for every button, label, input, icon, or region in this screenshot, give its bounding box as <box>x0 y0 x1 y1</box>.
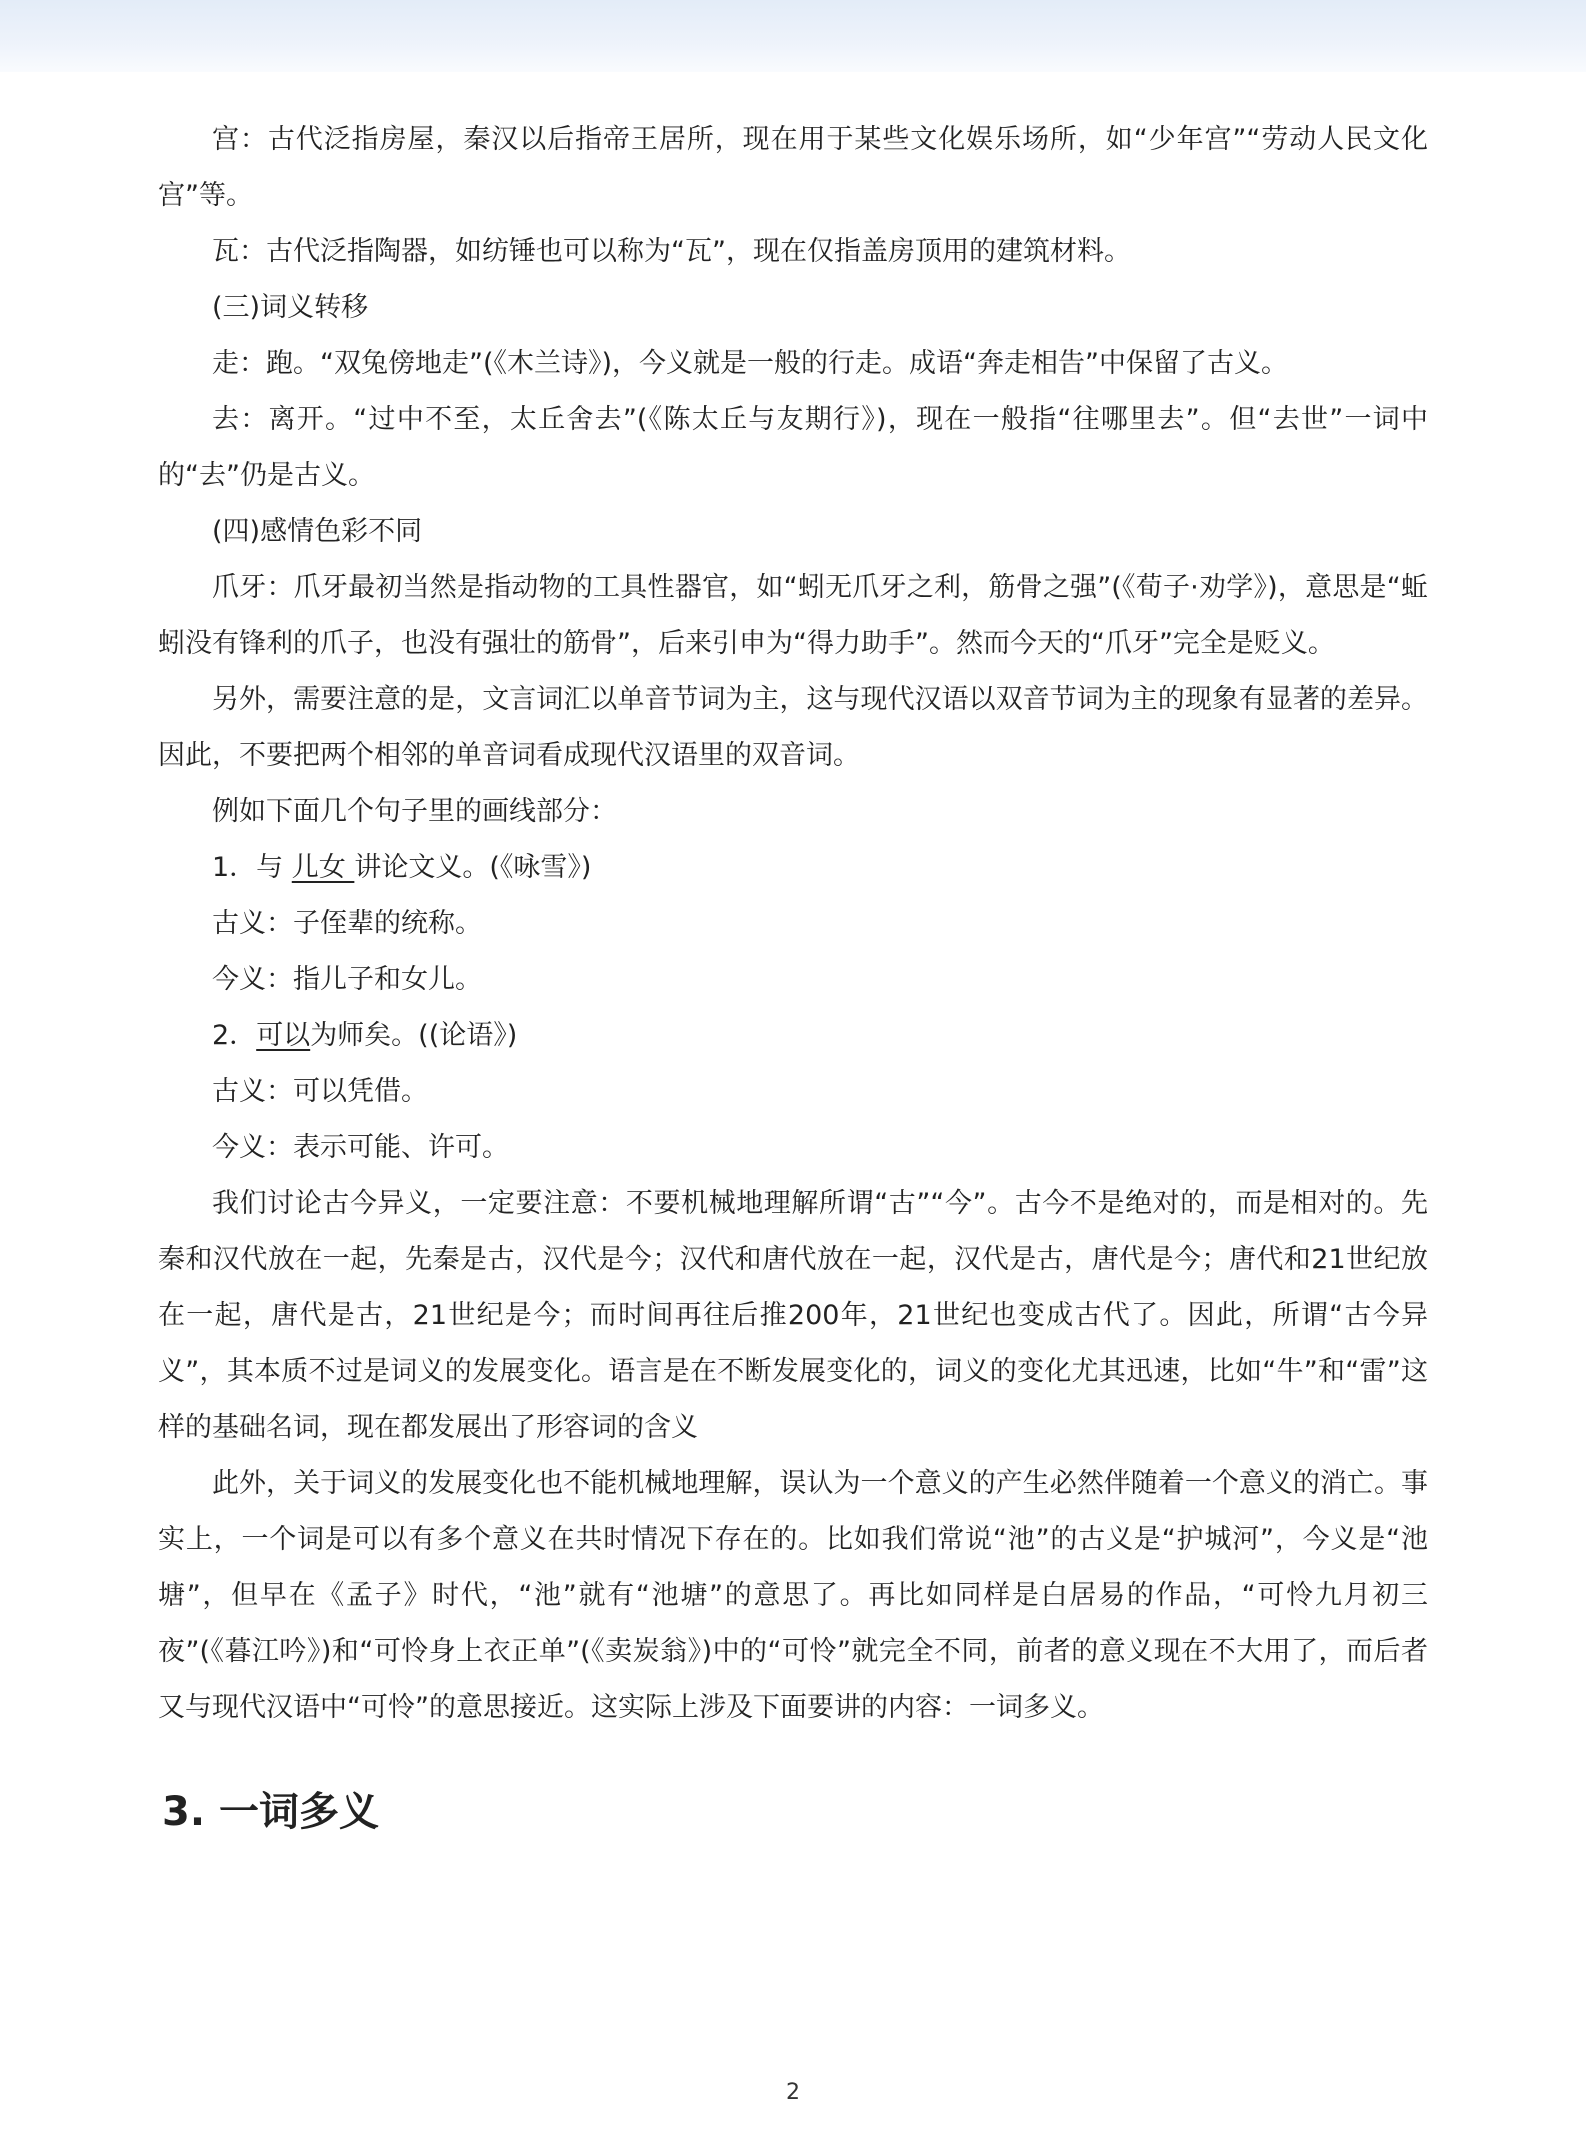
paragraph-examples-intro: 例如下面几个句子里的画线部分： <box>212 796 617 827</box>
example-1-new-meaning: 今义：指儿子和女儿。 <box>212 964 482 995</box>
example-1-underlined: 儿女 <box>291 852 355 883</box>
paragraph-coexisting-meanings: 此外，关于词义的发展变化也不能机械地理解，误认为一个意义的产生必然伴随着一个意义的消亡。事实上，一个词是可以有多个意义在共时情况下存在的。比如我们常说“池”的古义是“护城河”，今义是“池塘”，但早在《孟子》时代，“池”就有“池塘”的意思了。再比如同样是白居易的作品，“可怜九月初三夜”(《暮江吟》)和“可怜身上衣正单”(《卖炭翁》)中的“可怜”就完全不同，前者的意义现在不大用了，而后者又与现代汉语中“可怜”的意思接近。这实际上涉及下面要讲的内容：一词多义。 <box>158 1468 1428 1723</box>
paragraph-monosyllabic: 另外，需要注意的是，文言词汇以单音节词为主，这与现代汉语以双音节词为主的现象有显著的差异。因此，不要把两个相邻的单音词看成现代汉语里的双音词。 <box>158 684 1428 771</box>
example-2-underlined: 可以 <box>256 1020 311 1051</box>
example-2-prefix: 2． <box>212 1020 257 1051</box>
subheading-emotional-color: (四)感情色彩不同 <box>212 516 423 547</box>
section-heading: 3. 一词多义 <box>162 1789 379 1835</box>
example-2 <box>158 1008 1428 1064</box>
subheading-meaning-shift: (三)词义转移 <box>212 292 369 323</box>
example-1-prefix: 1．与 <box>212 852 292 883</box>
page-number: 2 <box>786 2080 800 2105</box>
example-2-old-meaning: 古义：可以凭借。 <box>212 1076 428 1107</box>
header-band <box>0 0 1586 72</box>
example-1-suffix: 讲论文义。(《咏雪》) <box>354 852 592 883</box>
paragraph-qu: 去：离开。“过中不至，太丘舍去”(《陈太丘与友期行》)，现在一般指“往哪里去”。但“去世”一词中的“去”仍是古义。 <box>158 404 1428 491</box>
example-2-new-meaning: 今义：表示可能、许可。 <box>212 1132 509 1163</box>
example-1 <box>158 840 1428 896</box>
paragraph-relative-time: 我们讨论古今异义，一定要注意：不要机械地理解所谓“古”“今”。古今不是绝对的，而是相对的。先秦和汉代放在一起，先秦是古，汉代是今；汉代和唐代放在一起，汉代是古，唐代是今；唐代和21世纪放在一起，唐代是古，21世纪是今；而时间再往后推200年，21世纪也变成古代了。因此，所谓“古今异义”，其本质不过是词义的发展变化。语言是在不断发展变化的，词义的变化尤其迅速，比如“牛”和“雷”这样的基础名词，现在都发展出了形容词的含义 <box>158 1188 1428 1443</box>
paragraph-zhaoya: 爪牙：爪牙最初当然是指动物的工具性器官，如“蚓无爪牙之利，筋骨之强”(《荀子·劝学》)，意思是“蚯蚓没有锋利的爪子，也没有强壮的筋骨”，后来引申为“得力助手”。然而今天的“爪牙”完全是贬义。 <box>158 572 1428 659</box>
paragraph-wa: 瓦：古代泛指陶器，如纺锤也可以称为“瓦”，现在仅指盖房顶用的建筑材料。 <box>212 236 1131 267</box>
paragraph-gong: 宫：古代泛指房屋，秦汉以后指帝王居所，现在用于某些文化娱乐场所，如“少年宫”“劳动人民文化宫”等。 <box>158 124 1428 211</box>
example-1-old-meaning: 古义：子侄辈的统称。 <box>212 908 482 939</box>
paragraph-zou: 走：跑。“双兔傍地走”(《木兰诗》)，今义就是一般的行走。成语“奔走相告”中保留了古义。 <box>212 348 1289 379</box>
example-2-suffix: 为师矣。((论语》) <box>310 1020 518 1051</box>
document-body <box>158 112 1428 1842</box>
